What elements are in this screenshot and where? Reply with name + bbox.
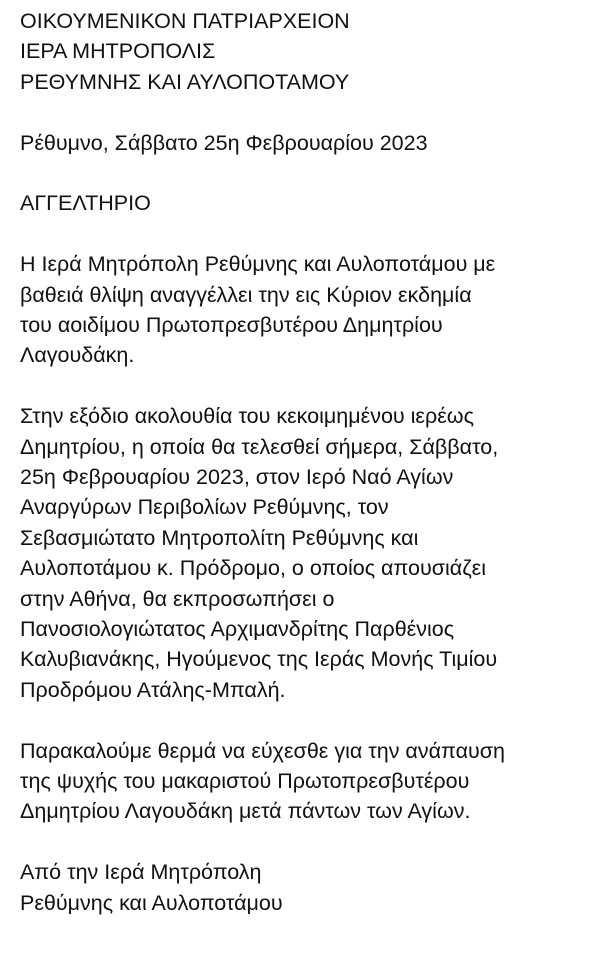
paragraph-line: Πανοσιολογιώτατος Αρχιμανδρίτης Παρθένιος [20,617,455,642]
paragraph-line: Η Ιερά Μητρόπολη Ρεθύμνης και Αυλοποτάμου με [20,252,496,277]
letterhead-line: ΟΙΚΟΥΜΕΝΙΚΟΝ ΠΑΤΡΙΑΡΧΕΙΟΝ [20,9,350,33]
spacer [20,97,598,127]
paragraph-line: Αναργύρων Περιβολίων Ρεθύμνης, τον [20,495,389,520]
paragraph-line: του αοιδίμου Πρωτοπρεσβυτέρου Δημητρίου [20,313,443,338]
paragraph-line: Λαγουδάκη. [20,343,135,368]
spacer [20,158,598,188]
spacer [20,219,598,249]
paragraph-line: βαθειά θλίψη αναγγέλλει την εις Κύριον εκδημία [20,282,472,307]
date-line: Ρέθυμνο, Σάββατο 25η Φεβρουαρίου 2023 [20,130,428,155]
signature-line: Ρεθύμνης και Αυλοποτάμου [20,890,283,915]
paragraph-line: 25η Φεβρουαρίου 2023, στον Ιερό Ναό Αγίων [20,465,454,490]
paragraph-line: Δημητρίου Λαγουδάκη μετά πάντων των Αγίων. [20,799,471,824]
paragraph-prayer-request [20,736,598,827]
paragraph-line: Δημητρίου, η οποία θα τελεσθεί σήμερα, Σάββατο, [20,434,499,459]
paragraph-line: της ψυχής του μακαριστού Πρωτοπρεσβυτέρου [20,769,470,794]
paragraph-line: Καλυβιανάκης, Ηγούμενος της Ιεράς Μονής Τιμίου [20,647,498,672]
spacer [20,827,598,857]
paragraph-line: Προδρόμου Ατάλης-Μπαλή. [20,677,286,702]
paragraph-line: Σεβασμιώτατο Μητροπολίτη Ρεθύμνης και [20,525,419,550]
paragraph-line: στην Αθήνα, θα εκπροσωπήσει ο [20,586,335,611]
letterhead-line: ΙΕΡΑ ΜΗΤΡΟΠΟΛΙΣ [20,39,216,64]
letterhead-line: ΡΕΘΥΜΝΗΣ ΚΑΙ ΑΥΛΟΠΟΤΑΜΟΥ [20,69,350,94]
document-title: ΑΓΓΕΛΤΗΡΙΟ [20,191,151,216]
paragraph-announcement [20,249,598,371]
announcement-document [20,6,598,918]
paragraph-funeral-service [20,401,598,705]
signature-block [20,857,598,918]
letterhead [20,6,598,97]
signature-line: Από την Ιερά Μητρόπολη [20,860,262,885]
paragraph-line: Παρακαλούμε θερμά να εύχεσθε για την ανάπαυση [20,738,505,763]
paragraph-line: Στην εξόδιο ακολουθία του κεκοιμημένου ιερέως [20,404,474,429]
spacer [20,705,598,735]
paragraph-line: Αυλοποτάμου κ. Πρόδρομο, ο οποίος απουσιάζει [20,556,487,581]
spacer [20,371,598,401]
